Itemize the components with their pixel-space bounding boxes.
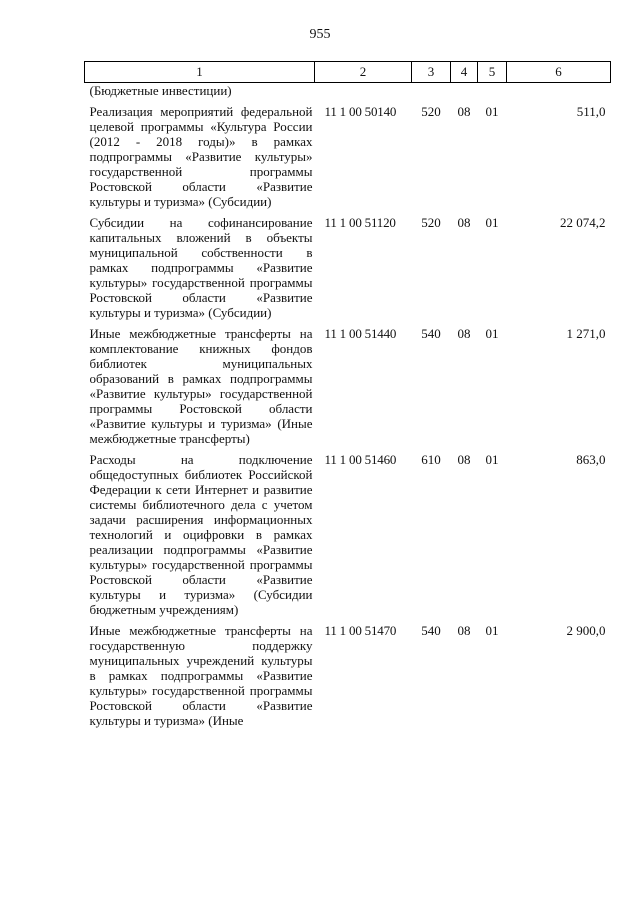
row-description: Расходы на подключение общедоступных библиотек Российской Федерации к сети Интернет и развитие системы библиотечного дела с учетом задачи расширения информационных технологий и оцифровки в рамках реализации подпрограммы «Развитие культуры» государственной программы Ростовской области «Развитие культуры и туризма» (Субсидии бюджетным учреждениям) (89, 452, 313, 617)
row-description: Реализация мероприятий федеральной целевой программы «Культура России (2012 - 2018 годы)» в рамках подпрограммы «Развитие культуры» государственной программы Ростовской области «Развитие культуры и туризма» (Субсидии) (89, 104, 313, 209)
row-vr: 520 (421, 104, 441, 119)
row-sum: 863,0 (576, 452, 606, 467)
table-row (85, 104, 611, 215)
row-code: 11 1 00 51120 (324, 215, 396, 230)
row-rz: 08 (457, 104, 471, 119)
row-vr: 520 (421, 215, 441, 230)
table-row (85, 326, 611, 452)
row-vr: 610 (421, 452, 441, 467)
table-row (85, 452, 611, 623)
row-pr: 01 (485, 104, 499, 119)
budget-table (84, 61, 611, 734)
row-vr: 540 (421, 623, 441, 638)
row-sum: 22 074,2 (560, 215, 606, 230)
column-header-4: 4 (451, 62, 478, 83)
column-header-1: 1 (85, 62, 315, 83)
row-sum: 1 271,0 (566, 326, 606, 341)
column-header-2: 2 (315, 62, 412, 83)
continuation-text: (Бюджетные инвестиции) (89, 83, 232, 98)
row-pr: 01 (485, 452, 499, 467)
row-pr: 01 (485, 215, 499, 230)
row-code: 11 1 00 50140 (324, 104, 397, 119)
table-row (85, 623, 611, 734)
row-pr: 01 (485, 326, 499, 341)
row-description: Иные межбюджетные трансферты на государственную поддержку муниципальных учреждений культуры в рамках подпрограммы «Развитие культуры» государственной программы Ростовской области «Развитие культуры и туризма» (Иные (89, 623, 313, 728)
header-row (85, 62, 611, 83)
row-vr: 540 (421, 326, 441, 341)
row-pr: 01 (485, 623, 499, 638)
row-rz: 08 (457, 452, 471, 467)
page-number: 955 (309, 27, 331, 42)
row-code: 11 1 00 51440 (324, 326, 397, 341)
row-description: Иные межбюджетные трансферты на комплектование книжных фондов библиотек муниципальных образований в рамках подпрограммы «Развитие культуры» государственной программы Ростовской области «Развитие культуры и туризма» (Иные межбюджетные трансферты) (89, 326, 313, 446)
column-header-3: 3 (412, 62, 451, 83)
row-rz: 08 (457, 326, 471, 341)
table-row (85, 215, 611, 326)
row-rz: 08 (457, 215, 471, 230)
continuation-row (85, 83, 611, 105)
row-rz: 08 (457, 623, 471, 638)
row-sum: 2 900,0 (566, 623, 606, 638)
row-code: 11 1 00 51470 (324, 623, 397, 638)
row-sum: 511,0 (576, 104, 606, 119)
column-header-5: 5 (478, 62, 507, 83)
row-description: Субсидии на софинансирование капитальных вложений в объекты муниципальной собственности в рамках подпрограммы «Развитие культуры» государственной программы Ростовской области «Развитие культуры и туризма» (Субсидии) (89, 215, 313, 320)
row-code: 11 1 00 51460 (324, 452, 397, 467)
column-header-6: 6 (507, 62, 611, 83)
